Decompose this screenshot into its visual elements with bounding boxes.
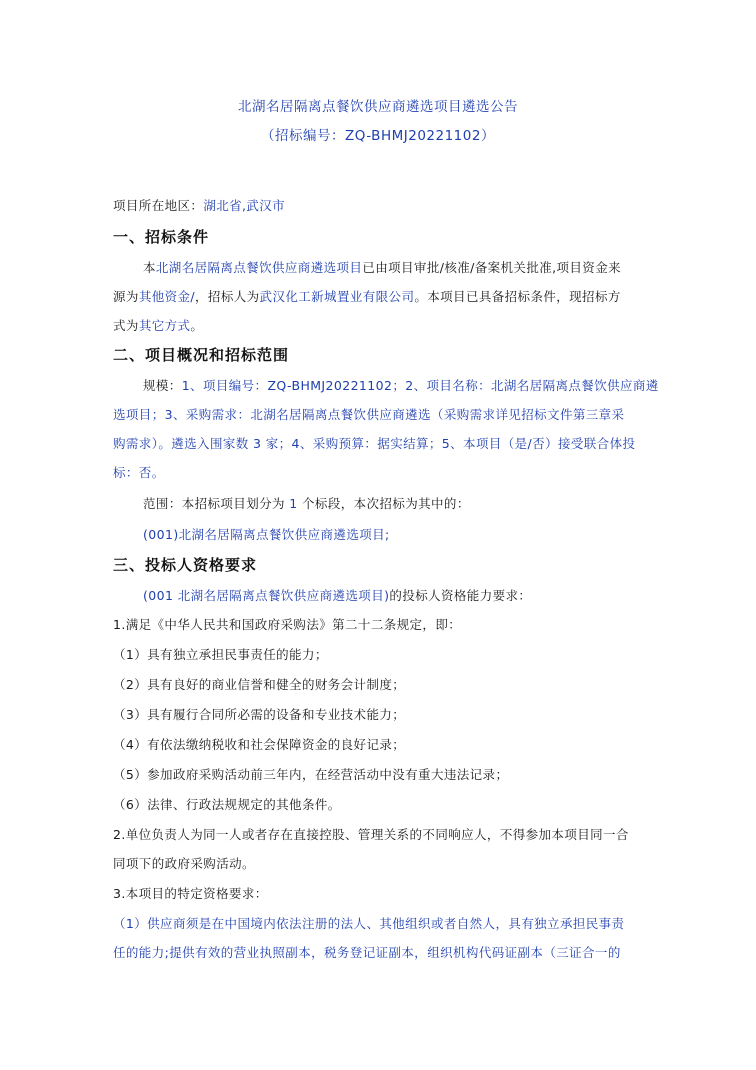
tenderer-name: 武汉化工新城置业有限公司 <box>259 289 415 304</box>
requirement-line: 同项下的政府采购活动。 <box>113 856 255 871</box>
tender-method: 其它方式 <box>138 318 191 333</box>
text-run: 。 <box>190 318 204 333</box>
text-run: 的投标人资格能力要求： <box>389 588 532 603</box>
scale-text: 1、项目编号：ZQ-BHMJ20221102；2、项目名称：北湖名居隔离点餐饮供应商遴 <box>181 378 659 393</box>
section-heading-1: 一、招标条件 <box>113 228 210 246</box>
paragraph-line <box>143 586 653 604</box>
requirement-line: （5）参加政府采购活动前三年内，在经营活动中没有重大违法记录； <box>113 767 509 782</box>
requirement-line: （6）法律、行政法规规定的其他条件。 <box>113 797 341 812</box>
requirement-line: 3.本项目的特定资格要求： <box>113 886 268 901</box>
region-value: 湖北省,武汉市 <box>203 198 286 213</box>
lot-ref: (001 北湖名居隔离点餐饮供应商遴选项目) <box>143 588 390 603</box>
section-heading-3: 三、投标人资格要求 <box>113 556 258 574</box>
text-run: 范围：本招标项目划分为 <box>143 496 285 511</box>
region-line <box>113 196 653 214</box>
region-label: 项目所在地区： <box>113 198 204 213</box>
text-run: 规模： <box>143 378 182 393</box>
paragraph-line: 选项目；3、采购需求：北湖名居隔离点餐饮供应商遴选（采购需求详见招标文件第三章采 <box>113 407 625 422</box>
text-run: 源为 <box>113 289 139 304</box>
paragraph-line: 购需求）。遴选入围家数 3 家；4、采购预算：据实结算；5、本项目（是/否）接受联合体投 <box>113 436 636 451</box>
scope-line <box>143 494 653 512</box>
requirement-line: （1）供应商须是在中国境内依法注册的法人、其他组织或者自然人，具有独立承担民事责 <box>113 916 625 931</box>
text-run: 式为 <box>113 318 139 333</box>
fund-source: 其他资金/ <box>138 289 196 304</box>
requirement-line: 任的能力;提供有效的营业执照副本，税务登记证副本，组织机构代码证副本（三证合一的 <box>113 945 621 960</box>
text-run: 。本项目已具备招标条件，现招标方 <box>414 289 621 304</box>
requirement-line: （4）有依法缴纳税收和社会保障资金的良好记录； <box>113 737 406 752</box>
paragraph-line <box>113 287 653 305</box>
text-run: 已由项目审批/核准/备案机关批准,项目资金来 <box>362 260 622 275</box>
requirement-line: （2）具有良好的商业信誉和健全的财务会计制度； <box>113 677 406 692</box>
requirement-line: （1）具有独立承担民事责任的能力； <box>113 647 328 662</box>
document-subtitle <box>0 124 756 144</box>
text-run: 本 <box>143 260 156 275</box>
lot-count: 1 <box>289 496 298 511</box>
tender-code: ZQ-BHMJ20221102 <box>345 128 481 144</box>
document-title: 北湖名居隔离点餐饮供应商遴选项目遴选公告 <box>238 99 518 115</box>
text-run: 个标段，本次招标为其中的： <box>302 496 470 511</box>
lot-line: (001)北湖名居隔离点餐饮供应商遴选项目; <box>143 527 390 542</box>
paragraph-line <box>113 316 653 334</box>
requirement-line: 2.单位负责人为同一人或者存在直接控股、管理关系的不同响应人，不得参加本项目同一合 <box>113 827 629 842</box>
paragraph-line: 标：否。 <box>113 465 165 480</box>
subtitle-prefix: （招标编号： <box>261 128 346 144</box>
paragraph-line <box>143 258 653 276</box>
requirement-line: 1.满足《中华人民共和国政府采购法》第二十二条规定，即： <box>113 617 462 632</box>
text-run: ，招标人为 <box>195 289 260 304</box>
subtitle-suffix: ） <box>480 128 495 144</box>
requirement-line: （3）具有履行合同所必需的设备和专业技术能力； <box>113 707 406 722</box>
project-name: 北湖名居隔离点餐饮供应商遴选项目 <box>155 260 363 275</box>
section-heading-2: 二、项目概况和招标范围 <box>113 346 290 364</box>
paragraph-line <box>143 376 659 394</box>
